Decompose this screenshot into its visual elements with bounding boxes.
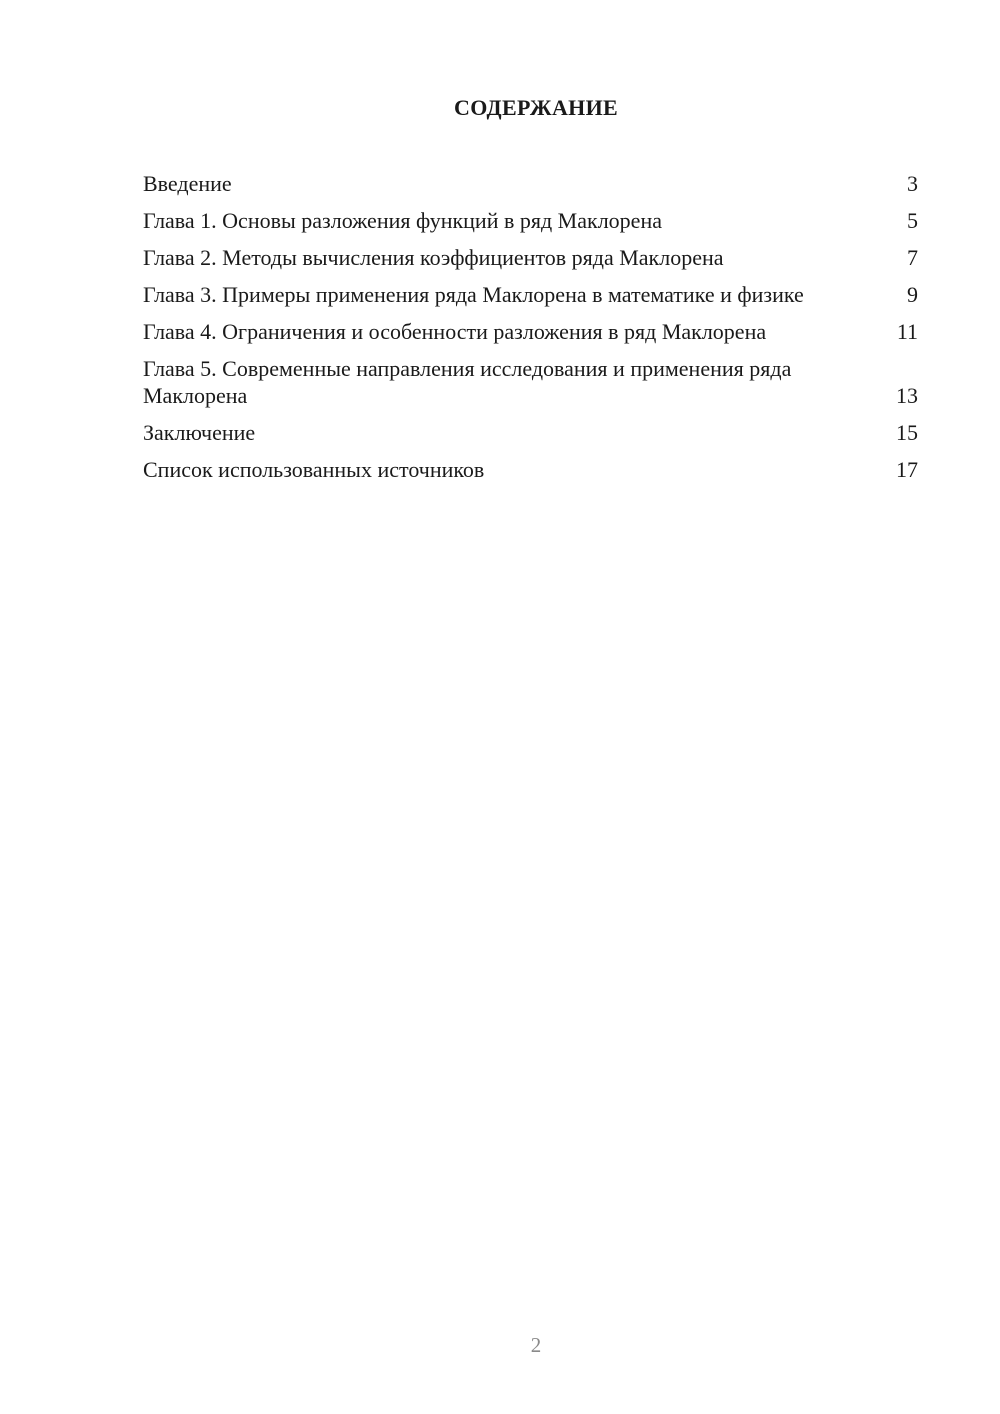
toc-title: СОДЕРЖАНИЕ xyxy=(454,95,618,120)
toc-entry-page: 3 xyxy=(907,171,918,196)
toc-entry-text: Глава 1. Основы разложения функций в ряд Маклорена xyxy=(143,208,662,233)
toc-entry-page: 11 xyxy=(896,319,918,344)
toc-entry-page: 9 xyxy=(907,282,918,307)
toc-entry-text: Глава 3. Примеры применения ряда Маклорена в математике и физике xyxy=(143,282,804,307)
toc-entry-chapter-2 xyxy=(143,244,918,271)
table-of-contents xyxy=(143,170,918,493)
toc-entry-text: Заключение xyxy=(143,420,256,445)
toc-entry-introduction xyxy=(143,170,918,197)
toc-entry-text: Глава 2. Методы вычисления коэффициентов ряда Маклорена xyxy=(143,245,724,270)
page-number: 2 xyxy=(530,1333,542,1357)
toc-entry-text: Введение xyxy=(143,171,232,196)
toc-entry-text: Глава 4. Ограничения и особенности разложения в ряд Маклорена xyxy=(143,319,767,344)
toc-entry-text: Глава 5. Современные направления исследования и применения ряда Маклорена xyxy=(143,356,792,408)
toc-entry-chapter-4 xyxy=(143,318,918,345)
toc-entry-page: 15 xyxy=(896,420,918,445)
toc-entry-page: 5 xyxy=(907,208,918,233)
toc-entry-references xyxy=(143,456,918,483)
toc-entry-chapter-3 xyxy=(143,281,918,308)
toc-entry-text: Список использованных источников xyxy=(143,457,485,482)
toc-entry-chapter-1 xyxy=(143,207,918,234)
toc-entry-page: 17 xyxy=(896,457,918,482)
toc-entry-chapter-5 xyxy=(143,355,918,409)
toc-entry-page: 7 xyxy=(907,245,918,270)
toc-entry-page: 13 xyxy=(896,383,918,408)
toc-entry-conclusion xyxy=(143,419,918,446)
